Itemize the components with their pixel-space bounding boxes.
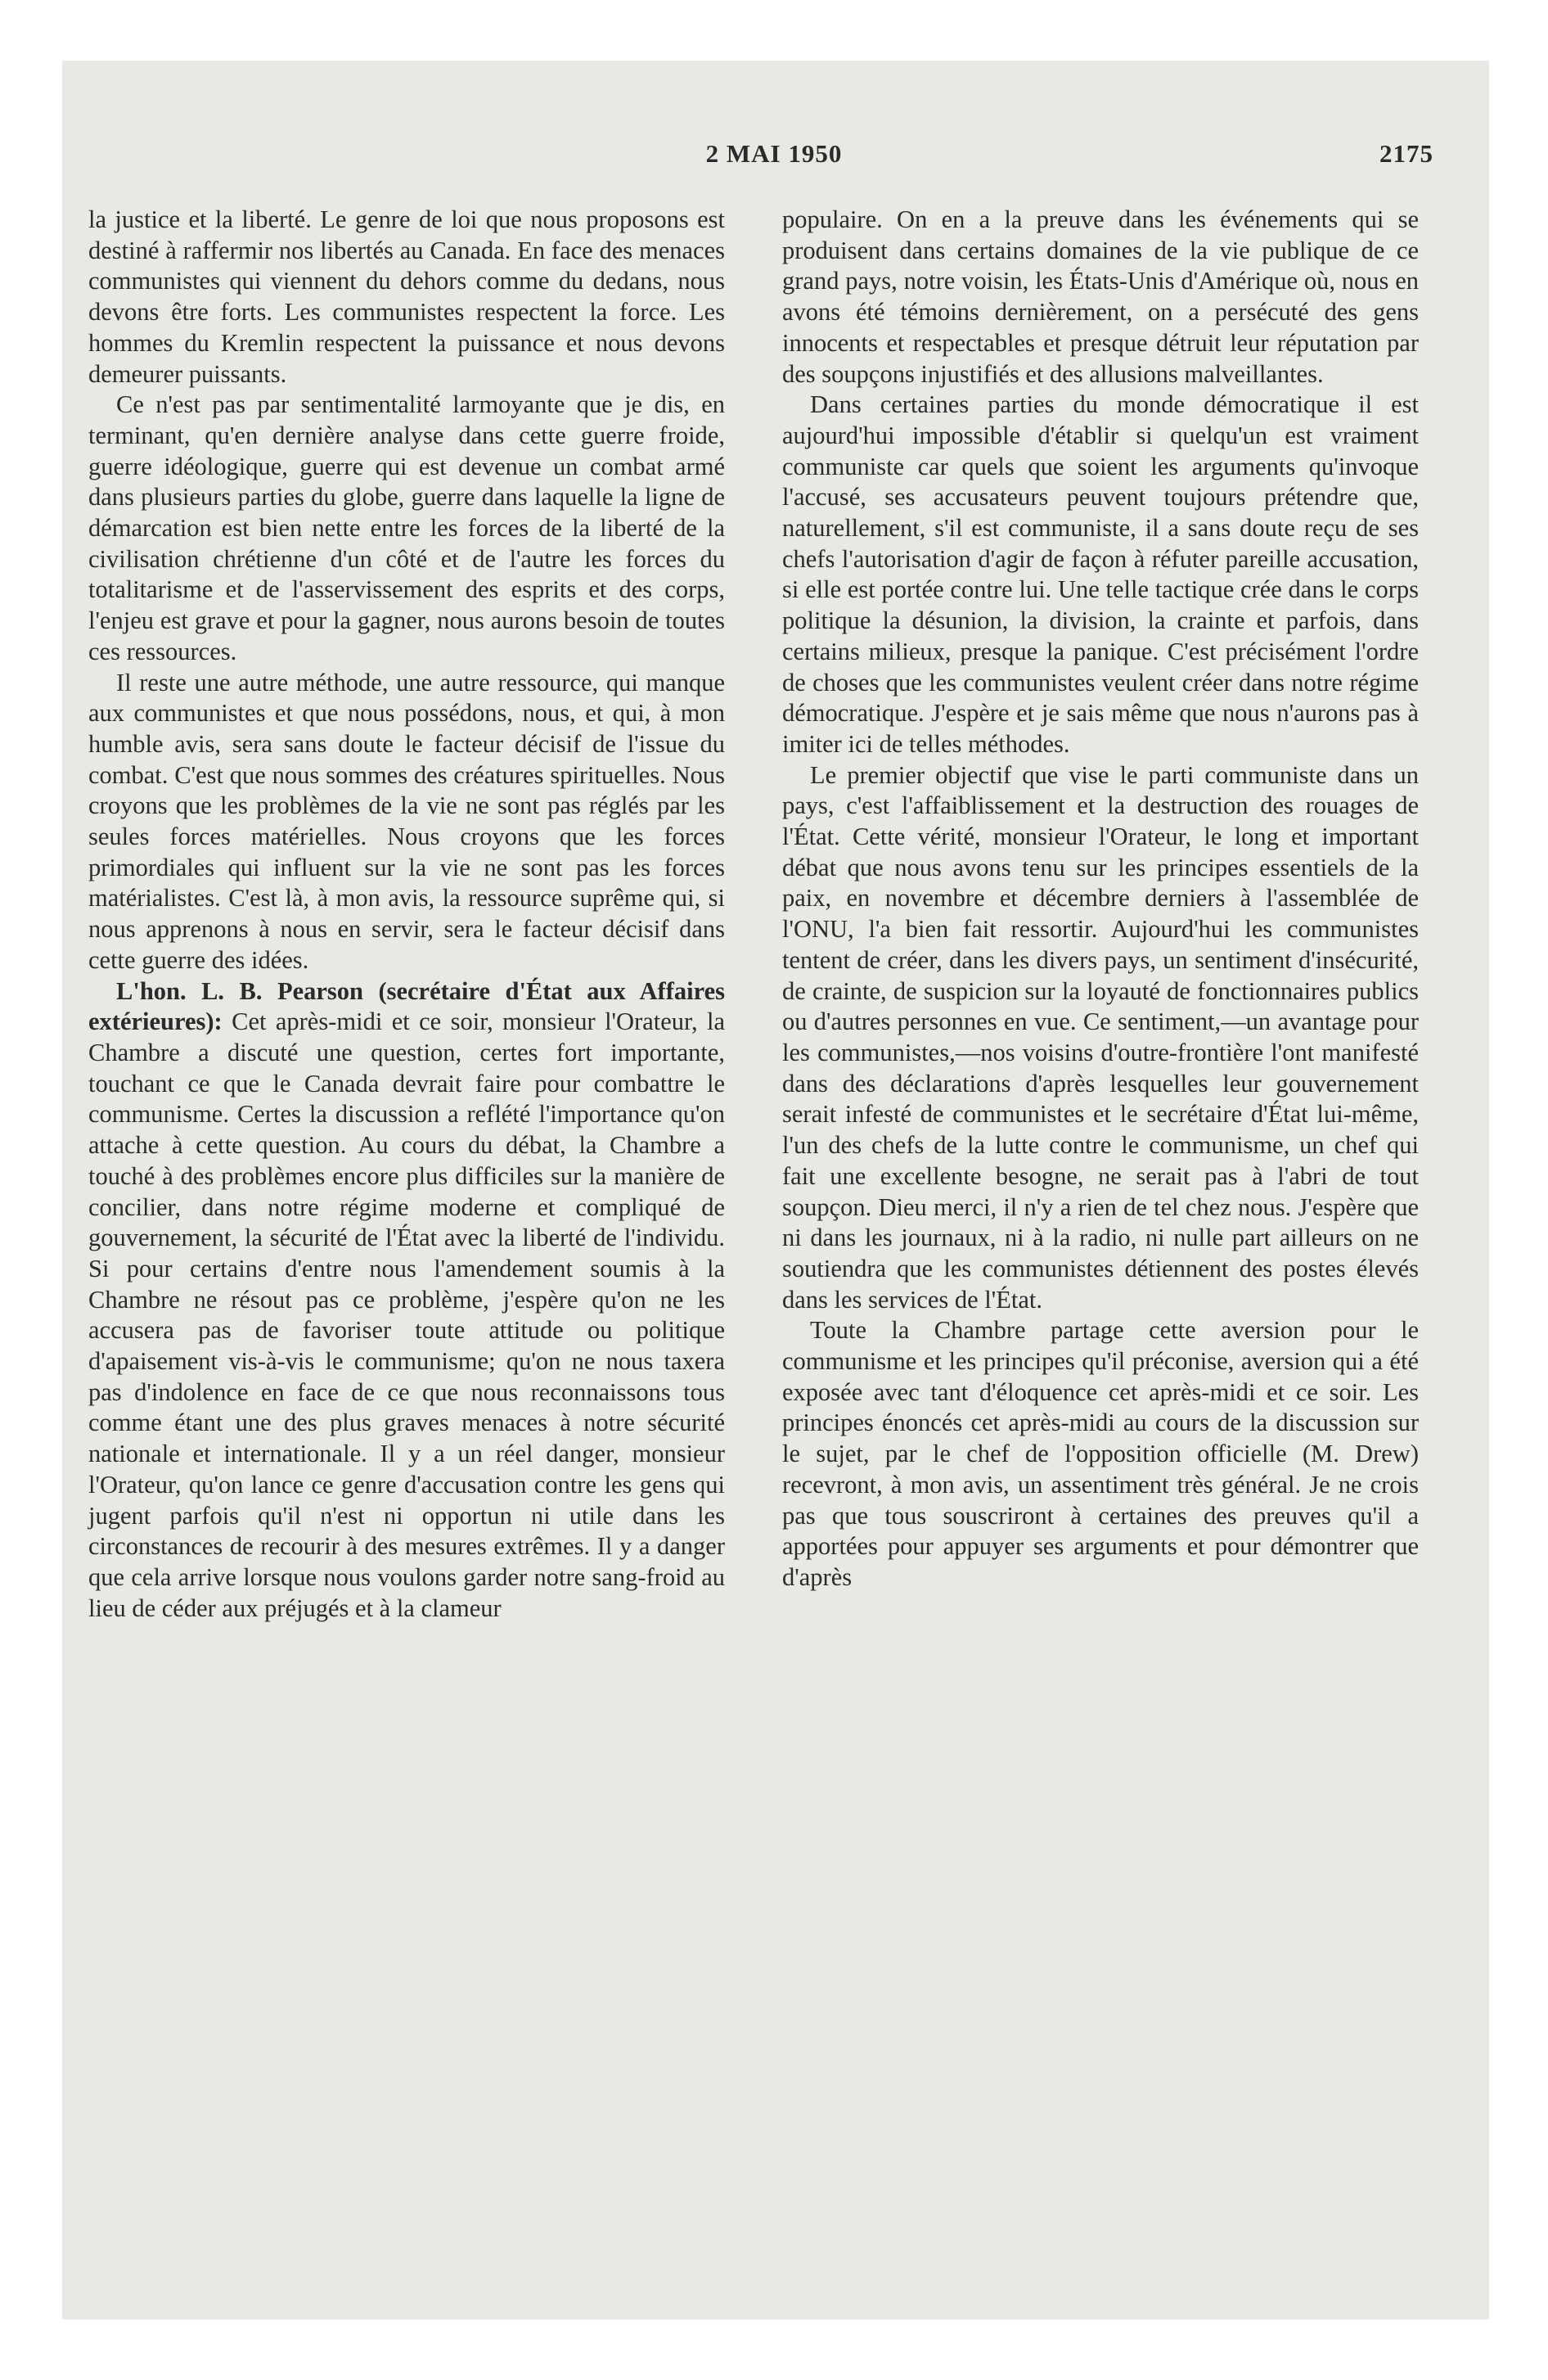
paragraph: Il reste une autre méthode, une autre ressource, qui manque aux communistes et que nous possédons, nous, et qui, à mon humble avis, sera sans doute le facteur décisif de l'issue du combat. C'est que nous sommes des créatures spirituelles. Nous croyons que les problèmes de la vie ne sont pas réglés par les seules forces matérielles. Nous croyons que les forces primordiales qui influent sur la vie ne sont pas les forces matérialistes. C'est là, à mon avis, la ressource suprême qui, si nous apprenons à nous en servir, sera le facteur décisif dans cette guerre des idées. — [88, 668, 725, 974]
paragraph: la justice et la liberté. Le genre de loi que nous proposons est destiné à raffermir nos libertés au Canada. En face des menaces communistes qui viennent du dehors comme du dedans, nous devons être forts. Les communistes respectent la force. Les hommes du Kremlin respectent la puissance et nous devons demeurer puissants. — [88, 205, 725, 388]
paragraph: Dans certaines parties du monde démocratique il est aujourd'hui impossible d'établir si quelqu'un est vraiment communiste car quels que soient les arguments qu'invoque l'accusé, ses accusateurs peuvent toujours prétendre que, naturellement, s'il est communiste, il a sans doute reçu de ses chefs l'autorisation d'agir de façon à réfuter pareille accusation, si elle est portée contre lui. Une telle tactique crée dans le corps politique la désunion, la division, la crainte et parfois, dans certains milieux, presque la panique. C'est précisément l'ordre de choses que les communistes veulent créer dans notre régime démocratique. J'espère et je sais même que nous n'aurons pas à imiter ici de telles méthodes. — [782, 390, 1419, 758]
page-number: 2175 — [1379, 139, 1433, 168]
page-date: 2 MAI 1950 — [705, 139, 843, 168]
left-column — [88, 205, 725, 1624]
paragraph: Le premier objectif que vise le parti communiste dans un pays, c'est l'affaiblissement et la destruction des rouages de l'État. Cette vérité, monsieur l'Orateur, le long et important débat que nous avons tenu sur les principes essentiels de la paix, en novembre et décembre derniers à l'assemblée de l'ONU, l'a bien fait ressortir. Aujourd'hui les communistes tentent de créer, dans les divers pays, un sentiment d'insécurité, de crainte, de suspicion sur la loyauté de fonctionnaires publics ou d'autres personnes en vue. Ce sentiment,—un avantage pour les communistes,—nos voisins d'outre-frontière l'ont manifesté dans des déclarations d'après lesquelles leur gouvernement serait infesté de communistes et le secrétaire d'État lui-même, l'un des chefs de la lutte contre le communisme, un chef qui fait une excellente besogne, ne serait pas à l'abri de tout soupçon. Dieu merci, il n'y a rien de tel chez nous. J'espère que ni dans les journaux, ni à la radio, ni nulle part ailleurs on ne soutiendra que les communistes détiennent des postes élevés dans les services de l'État. — [782, 760, 1419, 1314]
speaker-name: L'hon. L. B. Pearson (secrétaire d'État aux Affaires extérieures): — [88, 976, 725, 1036]
paragraph — [88, 976, 725, 1625]
right-column — [782, 205, 1419, 1593]
paragraph: Ce n'est pas par sentimentalité larmoyante que je dis, en terminant, qu'en dernière analyse dans cette guerre froide, guerre idéologique, guerre qui est devenue un combat armé dans plusieurs parties du globe, guerre dans laquelle la ligne de démarcation est bien nette entre les forces de la liberté de la civilisation chrétienne d'un côté et de l'autre les forces du totalitarisme et de l'asservissement des esprits et des corps, l'enjeu est grave et pour la gagner, nous aurons besoin de toutes ces ressources. — [88, 390, 725, 665]
paragraph: populaire. On en a la preuve dans les événements qui se produisent dans certains domaines de la vie publique de ce grand pays, notre voisin, les États-Unis d'Amérique où, nous en avons été témoins dernièrement, on a persécuté des gens innocents et respectables et presque détruit leur réputation par des soupçons injustifiés et des allusions malveillantes. — [782, 205, 1419, 388]
paragraph: Toute la Chambre partage cette aversion pour le communisme et les principes qu'il préconise, aversion qui a été exposée avec tant d'éloquence cet après-midi et ce soir. Les principes énoncés cet après-midi au cours de la discussion sur le sujet, par le chef de l'opposition officielle (M. Drew) recevront, à mon avis, un assentiment très général. Je ne crois pas que tous souscriront à certaines des preuves qu'il a apportées pour appuyer ses arguments et pour démontrer que d'après — [782, 1316, 1419, 1591]
speech-text: Cet après-midi et ce soir, monsieur l'Orateur, la Chambre a discuté une question, certes fort importante, touchant ce que le Canada devrait faire pour combattre le communisme. Certes la discussion a reflété l'importance qu'on attache à cette question. Au cours du débat, la Chambre a touché à des problèmes encore plus difficiles sur la manière de concilier, dans notre régime moderne et compliqué de gouvernement, la sécurité de l'État avec la liberté de l'individu. Si pour certains d'entre nous l'amendement soumis à la Chambre ne résout pas ce problème, j'espère qu'on ne les accusera pas de favoriser toute attitude ou politique d'apaisement vis-à-vis le communisme; qu'on ne nous taxera pas d'indolence en face de ce que nous reconnaissons tous comme étant une des plus graves menaces à notre sécurité nationale et internationale. Il y a un réel danger, monsieur l'Orateur, qu'on lance ce genre d'accusation contre les gens qui jugent parfois qu'il n'est ni opportun ni utile dans les circonstances de recourir à des mesures extrêmes. Il y a danger que cela arrive lorsque nous voulons garder notre sang-froid au lieu de céder aux préjugés et à la clameur — [88, 1007, 725, 1622]
page-header — [115, 139, 1433, 180]
